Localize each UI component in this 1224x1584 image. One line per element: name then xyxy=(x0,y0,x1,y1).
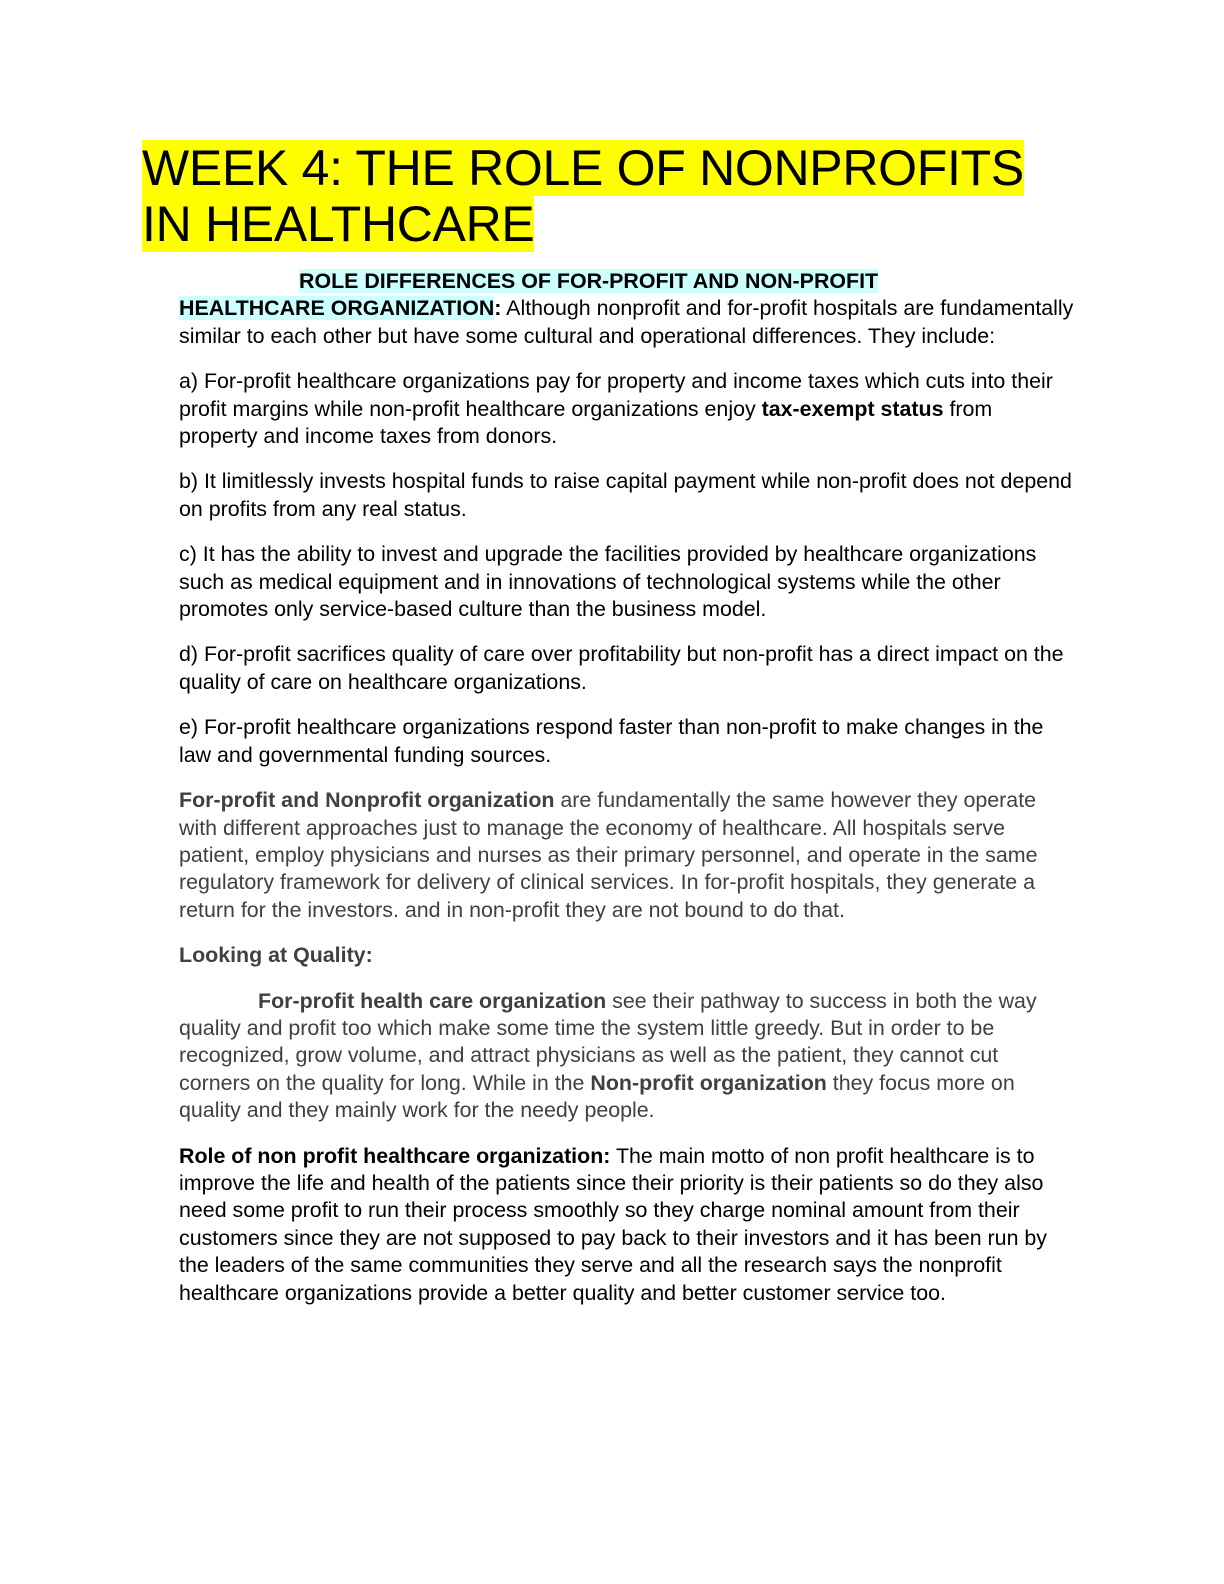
list-item-a-text: a) For-profit healthcare organizations pay for property and income taxes which cuts into their profit margins while non-profit healthcare organizations enjoy xyxy=(179,369,1053,421)
quality-paragraph xyxy=(179,988,1074,1125)
role-paragraph xyxy=(179,1143,1074,1307)
title-highlight: WEEK 4: THE ROLE OF NONPROFITS IN HEALTHCARE xyxy=(142,140,1024,252)
list-item-a xyxy=(179,368,1074,450)
tax-exempt-bold: tax-exempt status xyxy=(761,396,944,421)
document-title xyxy=(142,140,1082,252)
quality-text-1: see their pathway to success in both the way quality and profit too which make some time the system little greedy. But in order to be recognized, grow volume, and attract physicians as well as the patient, they cannot cut corners on the quality for long. While in the xyxy=(179,988,1037,1095)
comparison-paragraph xyxy=(179,787,1074,924)
comparison-bold: For-profit and Nonprofit organization xyxy=(179,788,555,813)
role-text: The main motto of non profit healthcare is to improve the life and health of the patients since their priority is their patients so do they also need some profit to run their process smoothly so they charge nominal amount from their customers since they are not supposed to pay back to their investors and it has been run by the leaders of the same communities they serve and all the research says the nonprofit healthcare organizations provide a better quality and better customer service too. xyxy=(179,1143,1048,1305)
list-item-e: e) For-profit healthcare organizations respond faster than non-profit to make changes in the law and governmental funding sources. xyxy=(179,715,1044,767)
quality-bold-2: Non-profit organization xyxy=(590,1070,827,1095)
document-body xyxy=(179,268,1074,1325)
list-item-a-text-after: from property and income taxes from donors. xyxy=(179,396,993,449)
quality-heading-text: Looking at Quality: xyxy=(179,943,373,968)
quality-text-2: they focus more on quality and they mainly work for the needy people. xyxy=(179,1070,1015,1123)
role-bold: Role of non profit healthcare organization: xyxy=(179,1143,611,1168)
intro-heading-line1: ROLE DIFFERENCES OF FOR-PROFIT AND NON-PROFIT xyxy=(299,269,879,293)
list-item-d: d) For-profit sacrifices quality of care over profitability but non-profit has a direct impact on the quality of care on healthcare organizations. xyxy=(179,642,1064,694)
quality-bold-1: For-profit health care organization xyxy=(258,988,607,1013)
list-item-c: c) It has the ability to invest and upgrade the facilities provided by healthcare organizations such as medical equipment and in innovations of technological systems while the other promotes only service-based culture than the business model. xyxy=(179,542,1037,622)
intro-paragraph xyxy=(179,268,1074,350)
quality-heading xyxy=(179,942,1074,969)
intro-text: Although nonprofit and for-profit hospitals are fundamentally similar to each other but have some cultural and operational differences. They include: xyxy=(179,296,1074,348)
intro-heading-line2: HEALTHCARE ORGANIZATION xyxy=(179,296,495,321)
list-item-b: b) It limitlessly invests hospital funds to raise capital payment while non-profit does not depend on profits from any real status. xyxy=(179,469,1072,521)
intro-heading-colon: : xyxy=(494,296,502,321)
comparison-text: are fundamentally the same however they operate with different approaches just to manage the economy of healthcare. All hospitals serve patient, employ physicians and nurses as their primary personnel, and operate in the same regulatory framework for delivery of clinical services. In for-profit hospitals, they generate a return for the investors. and in non-profit they are not bound to do that. xyxy=(179,788,1038,922)
